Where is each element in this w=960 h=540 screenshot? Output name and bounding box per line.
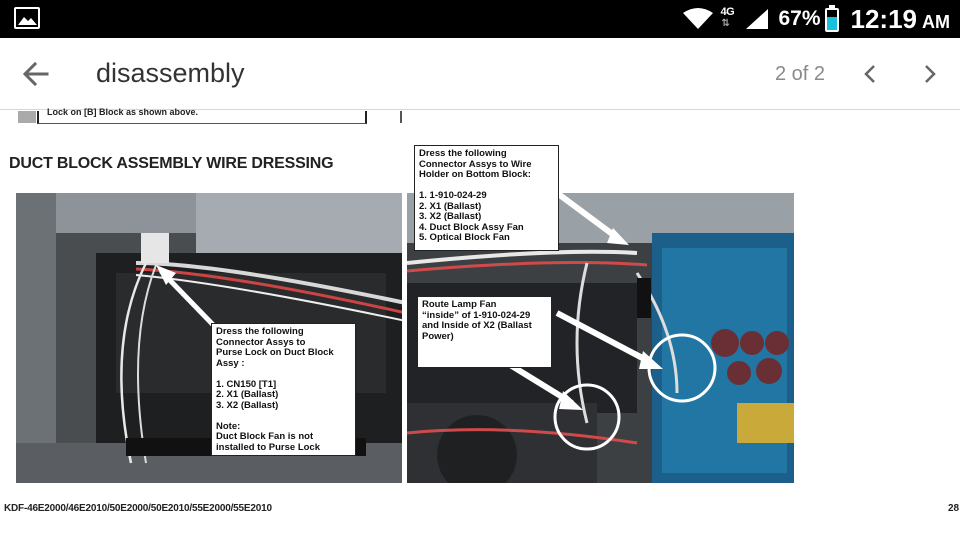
section-title: DUCT BLOCK ASSEMBLY WIRE DRESSING bbox=[9, 155, 334, 172]
callout-purse-lock: Dress the following Connector Assys to Purse Lock on Duct Block Assy : 1. CN150 [T1] 2. X1 (Ballast) 3. X2 (Ballast) Note: Duct Block Fan is not installed to Purse Lock bbox=[211, 323, 356, 456]
chevron-left-icon bbox=[863, 64, 877, 84]
callout-wire-holder: Dress the following Connector Assys to Wire Holder on Bottom Block: 1. 1-910-024-29 2. X1 (Ballast) 3. X2 (Ballast) 4. Duct Block Assy Fan 5. Optical Block Fan bbox=[414, 145, 559, 251]
previous-caption-text: Lock on [B] Block as shown above. bbox=[47, 107, 199, 117]
callout-lamp-fan-route: Route Lamp Fan “inside” of 1-910-024-29 and Inside of X2 (Ballast Power) bbox=[417, 296, 552, 368]
find-in-document-bar bbox=[0, 38, 960, 110]
chevron-right-icon bbox=[923, 64, 937, 84]
clock-ampm: AM bbox=[922, 11, 950, 32]
arrow-back-icon bbox=[23, 62, 49, 86]
previous-figure-fragment bbox=[18, 111, 36, 123]
signal-icon bbox=[744, 7, 770, 31]
previous-figure-divider bbox=[400, 111, 402, 123]
next-match-button[interactable] bbox=[916, 60, 944, 88]
previous-match-button[interactable] bbox=[856, 60, 884, 88]
search-query[interactable]: disassembly bbox=[96, 58, 245, 88]
battery-icon bbox=[825, 8, 839, 32]
status-bar bbox=[0, 0, 960, 38]
footer-model-list: KDF-46E2000/46E2010/50E2000/50E2010/55E2000/55E2010 bbox=[4, 503, 272, 514]
document-page[interactable] bbox=[0, 107, 960, 540]
page-number: 28 bbox=[948, 503, 960, 514]
network-type-icon: 4G ⇅ bbox=[720, 6, 735, 29]
wifi-icon bbox=[682, 7, 714, 31]
back-button[interactable] bbox=[16, 58, 56, 90]
network-type-label: 4G bbox=[720, 6, 735, 18]
clock: 12:19 bbox=[850, 3, 917, 34]
match-count: 2 of 2 bbox=[775, 63, 826, 85]
battery-percent: 67% bbox=[778, 7, 821, 30]
gallery-icon bbox=[14, 7, 40, 29]
